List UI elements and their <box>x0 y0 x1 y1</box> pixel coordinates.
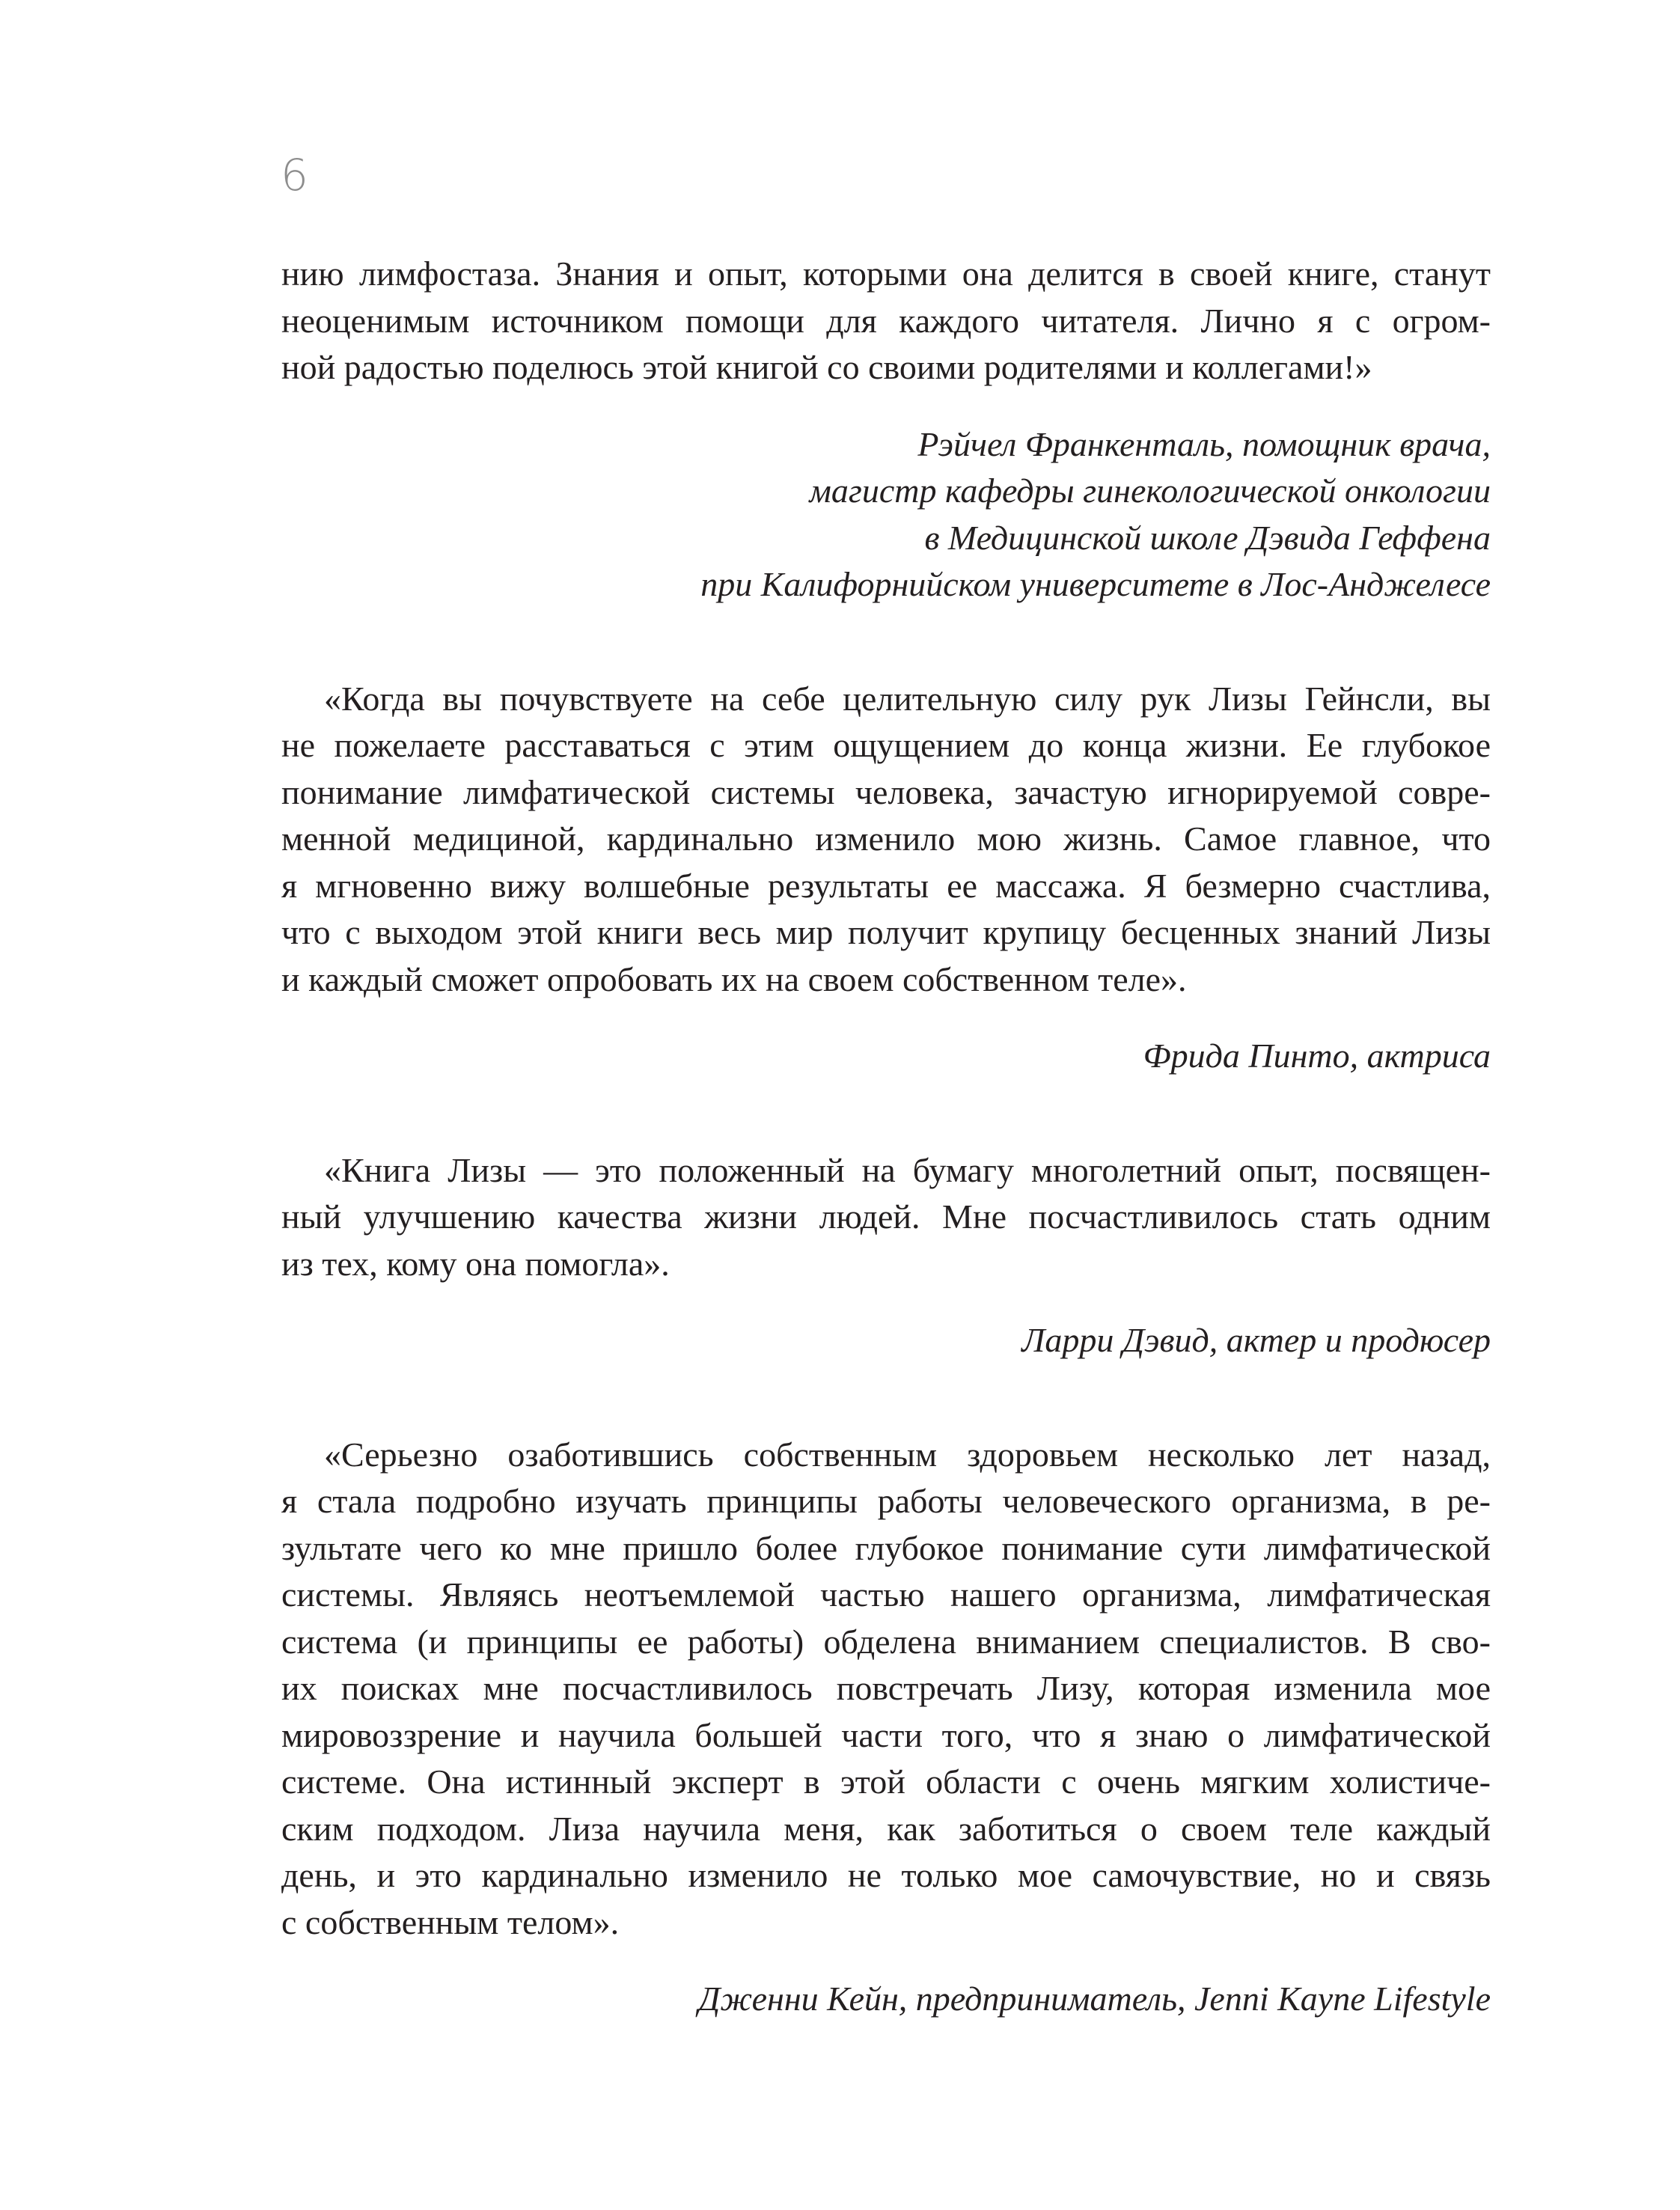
quote-line: не пожелаете расставаться с этим ощущением до конца жизни. Ее глубокое <box>281 726 1491 764</box>
quote-line: «Книга Лизы — это положенный на бумагу многолетний опыт, посвящен- <box>324 1150 1491 1189</box>
quote-line: ной радостью поделюсь этой книгой со своими родителями и коллегами!» <box>281 348 1372 386</box>
quote-line: ским подходом. Лиза научила меня, как заботиться о своем теле каждый <box>281 1809 1491 1848</box>
testimonials <box>281 251 1491 2023</box>
attribution-pinto <box>281 1033 1491 1080</box>
testimonial-david <box>281 1147 1491 1288</box>
attribution-line: Фрида Пинто, актриса <box>1143 1037 1491 1075</box>
testimonial-pinto <box>281 676 1491 1004</box>
quote-line: я стала подробно изучать принципы работы человеческого организма, в ре- <box>281 1482 1491 1520</box>
attribution-line: магистр кафедры гинекологической онкологии <box>809 471 1491 510</box>
attribution-line: Рэйчел Франкенталь, помощник врача, <box>917 424 1491 463</box>
quote-line: «Когда вы почувствуете на себе целительную силу рук Лизы Гейнсли, вы <box>324 679 1491 718</box>
testimonial-kayne <box>281 1432 1491 1947</box>
quote-line: менной медициной, кардинально изменило мою жизнь. Самое главное, что <box>281 819 1491 858</box>
page-number: 6 <box>281 150 308 201</box>
quote-line: мировоззрение и научила большей части того, что я знаю о лимфатической <box>281 1715 1491 1754</box>
quote-line: понимание лимфатической системы человека, зачастую игнорируемой совре- <box>281 772 1491 811</box>
quote-line: неоценимым источником помощи для каждого читателя. Лично я с огром- <box>281 301 1491 340</box>
quote-line: их поисках мне посчастливилось повстречать Лизу, которая изменила мое <box>281 1669 1491 1707</box>
quote-line: я мгновенно вижу волшебные результаты ее массажа. Я безмерно счастлива, <box>281 866 1491 905</box>
quote-line: с собственным телом». <box>281 1902 620 1941</box>
quote-line: системе. Она истинный эксперт в этой области с очень мягким холистиче- <box>281 1762 1491 1801</box>
attribution-line: Ларри Дэвид, актер и продюсер <box>1021 1321 1491 1359</box>
quote-line: система (и принципы ее работы) обделена вниманием специалистов. В сво- <box>281 1622 1491 1661</box>
quote-line: ный улучшению качества жизни людей. Мне посчастливилось стать одним <box>281 1197 1491 1236</box>
quote-line: из тех, кому она помогла». <box>281 1244 670 1283</box>
attribution-david <box>281 1317 1491 1364</box>
attribution-line: при Калифорнийском университете в Лос-Анджелесе <box>700 565 1491 603</box>
attribution-line: Дженни Кейн, предприниматель, Jenni Kayne Lifestyle <box>698 1979 1491 2018</box>
attribution-kayne <box>281 1976 1491 2023</box>
quote-line: день, и это кардинально изменило не только мое самочувствие, но и связь <box>281 1856 1491 1894</box>
quote-line: и каждый сможет опробовать их на своем собственном теле». <box>281 959 1187 998</box>
testimonial-continuation <box>281 251 1491 391</box>
quote-line: нию лимфостаза. Знания и опыт, которыми она делится в своей книге, станут <box>281 254 1491 293</box>
quote-line: что с выходом этой книги весь мир получит крупицу бесценных знаний Лизы <box>281 913 1491 951</box>
attribution-frankental <box>281 421 1491 608</box>
quote-line: системы. Являясь неотъемлемой частью нашего организма, лимфатическая <box>281 1575 1491 1614</box>
attribution-line: в Медицинской школе Дэвида Геффена <box>924 518 1491 557</box>
quote-line: «Серьезно озаботившись собственным здоровьем несколько лет назад, <box>324 1435 1491 1474</box>
quote-line: зультате чего ко мне пришло более глубокое понимание сути лимфатической <box>281 1528 1491 1567</box>
